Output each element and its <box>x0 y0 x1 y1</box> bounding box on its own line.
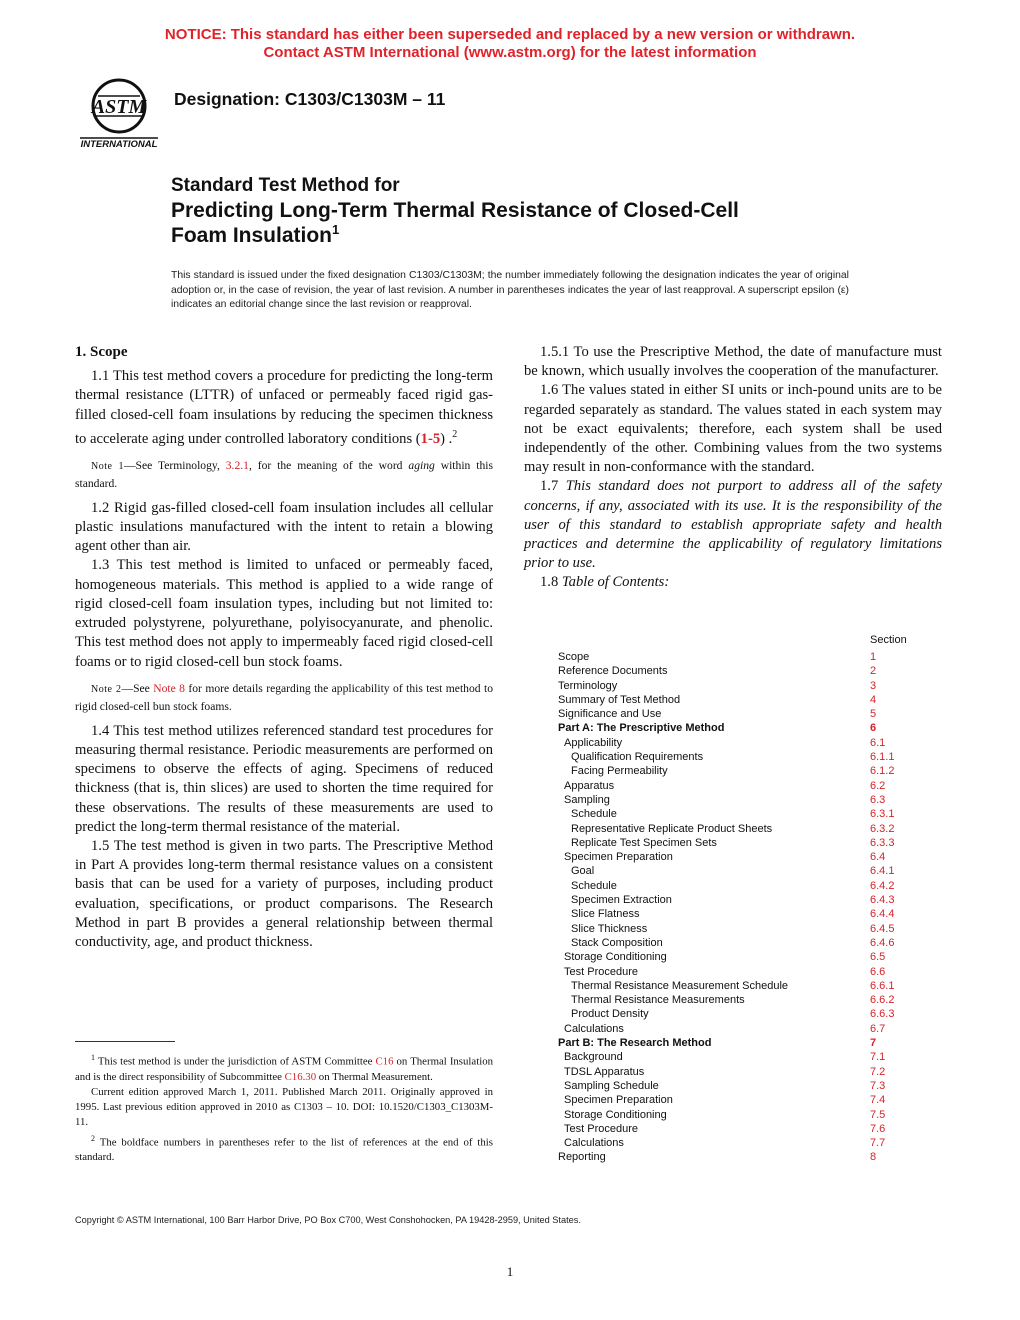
toc-item[interactable] <box>558 650 898 664</box>
left-column <box>75 343 493 952</box>
note-8-link[interactable]: Note 8 <box>153 681 185 695</box>
toc-item-section-link[interactable]: 6.4.4 <box>870 908 895 921</box>
subcommittee-link[interactable]: C16.30 <box>284 1070 317 1083</box>
para-1-3: 1.3 This test method is limited to unfaced or permeably faced, homogeneous materials. This method is applied to a wide range of rigid closed-cell foam insulation types, including but not limited to: extruded polystyrene, polyurethane, polyisocyanurate, and phenolic. This test method does not apply to impermeably faced rigid closed-cell foams or to rigid closed-cell bun stock foams. <box>75 557 493 670</box>
toc-item-label: Representative Replicate Product Sheets <box>571 822 773 835</box>
toc-item-section-link[interactable]: 6.3.1 <box>870 808 895 821</box>
toc-item-label: Reporting <box>558 1151 606 1164</box>
toc-item-label: Background <box>564 1051 623 1064</box>
toc-item-section-link[interactable]: 7 <box>870 1037 877 1050</box>
toc-item-label: Slice Thickness <box>571 922 648 935</box>
toc-item-label: Significance and Use <box>558 708 662 721</box>
toc-item[interactable] <box>558 1007 898 1021</box>
committee-c16-link[interactable]: C16 <box>375 1055 394 1068</box>
toc-item[interactable] <box>558 922 898 936</box>
withdrawal-notice <box>0 26 1020 62</box>
toc-item-label: Applicability <box>564 736 623 749</box>
toc-item-section-link[interactable]: 6.6.3 <box>870 1008 895 1021</box>
astm-logo <box>74 76 164 150</box>
toc-item-section-link[interactable]: 6.4.5 <box>870 922 895 935</box>
toc-item-section-link[interactable]: 6.4.1 <box>870 865 895 878</box>
toc-item-section-link[interactable]: 8 <box>870 1151 877 1164</box>
toc-item-label: Test Procedure <box>564 965 638 978</box>
toc-item[interactable] <box>558 721 898 735</box>
toc-item-label: Specimen Preparation <box>564 851 673 864</box>
para-1-6: 1.6 The values stated in either SI units or inch-pound units are to be regarded separately as standard. The values stated in each system may not be exact equivalents; therefore, each system shall be used independently of the other. Combining values from the two systems may result in non-conformance with the standard. <box>524 382 942 476</box>
toc-item[interactable] <box>558 1036 898 1050</box>
toc-item[interactable] <box>558 664 898 678</box>
toc-item-section-link[interactable]: 6.2 <box>870 779 886 792</box>
toc-item-section-link[interactable]: 6.6.2 <box>870 994 895 1007</box>
toc-item-section-link[interactable]: 6.4 <box>870 851 886 864</box>
toc-item[interactable] <box>558 750 898 764</box>
table-of-contents <box>558 650 898 1165</box>
para-1-1: 1.1 This test method covers a procedure for predicting the long-term thermal resistance (LTTR) of unfaced or permeably faced rigid gas-filled closed-cell foam insulations by reducing the specimen thickness to accelerate aging under controlled laboratory conditions (1-5) .$^2$ <box>75 368 493 447</box>
toc-item[interactable] <box>558 1108 898 1122</box>
toc-item-section-link[interactable]: 6.4.3 <box>870 894 895 907</box>
toc-item-section-link[interactable]: 6.4.6 <box>870 936 895 949</box>
toc-item-section-link[interactable]: 6.5 <box>870 951 886 964</box>
toc-item[interactable] <box>558 907 898 921</box>
toc-item-section-link[interactable]: 6.1.1 <box>870 751 895 764</box>
toc-item-section-link[interactable]: 6.4.2 <box>870 879 895 892</box>
title-footnote-ref[interactable]: 1 <box>332 222 340 237</box>
toc-item-section-link[interactable]: 3 <box>870 679 877 692</box>
toc-item-label: Apparatus <box>564 779 615 792</box>
page-number: 1 <box>506 1264 514 1279</box>
toc-item-label: TDSL Apparatus <box>564 1065 645 1078</box>
toc-item-label: Specimen Preparation <box>564 1094 673 1107</box>
footnote-2: $^2$ The boldface numbers in parentheses refer to the list of references at the end of this standard. <box>75 1133 493 1164</box>
title-line-1: Standard Test Method for <box>171 175 400 196</box>
toc-item[interactable] <box>558 979 898 993</box>
toc-item[interactable] <box>558 779 898 793</box>
para-1-4: 1.4 This test method utilizes referenced standard test procedures for measuring thermal resistance. Periodic measurements are performed on specimens to observe the effects of aging. Specimens of reduced thickness (that is, thin slices) are used to shorten the time required for these observations. The results of these measurements are used to predict the long-term thermal resistance of the material. <box>75 722 493 835</box>
toc-item[interactable] <box>558 864 898 878</box>
issued-statement: This standard is issued under the fixed designation C1303/C1303M; the number immediately following the designation indicates the year of original adoption or, in the case of revision, the year of last revision. A number in parentheses indicates the year of last reapproval. A superscript epsilon (ε) indicates an editorial change since the last revision or reapproval. <box>171 270 849 311</box>
terminology-link[interactable]: 3.2.1 <box>225 458 249 472</box>
toc-section-header: Section <box>870 634 907 646</box>
note-2: Note 2—See Note 8 for more details regarding the applicability of this test method to rigid closed-cell bun stock foams. <box>75 681 493 713</box>
toc-item-label: Facing Permeability <box>571 765 668 778</box>
para-1-8: 1.8 Table of Contents: <box>540 574 670 591</box>
toc-item-section-link[interactable]: 6.3.3 <box>870 836 895 849</box>
para-1-5: 1.5 The test method is given in two parts. The Prescriptive Method in Part A provides long-term thermal resistance values on a consistent basis that can be used for a variety of purposes, including product evaluation, specifications, or product comparisons. The Research Method in part B provides a general relationship between thermal conductivity, age, and product thickness. <box>75 837 493 950</box>
toc-item-section-link[interactable]: 7.7 <box>870 1137 886 1150</box>
toc-item[interactable] <box>558 693 898 707</box>
toc-item[interactable] <box>558 1136 898 1150</box>
toc-item-section-link[interactable]: 7.3 <box>870 1079 886 1092</box>
toc-item-section-link[interactable]: 5 <box>870 708 877 721</box>
toc-item-label: Part B: The Research Method <box>558 1037 712 1050</box>
toc-item[interactable] <box>558 822 898 836</box>
toc-item-label: Storage Conditioning <box>564 1108 667 1121</box>
toc-item-label: Calculations <box>564 1022 624 1035</box>
toc-item-section-link[interactable]: 6 <box>870 722 877 735</box>
toc-item-label: Sampling Schedule <box>564 1079 659 1092</box>
toc-item-label: Qualification Requirements <box>571 751 704 764</box>
notice-line-2: Contact ASTM International (www.astm.org) for the latest information <box>263 44 757 61</box>
note-1: Note 1—See Terminology, 3.2.1, for the meaning of the word aging within this standard. <box>75 458 493 490</box>
toc-item[interactable] <box>558 850 898 864</box>
para-1-2: 1.2 Rigid gas-filled closed-cell foam insulation includes all cellular plastic insulations manufactured with the intent to retain a blowing agent other than air. <box>75 499 493 555</box>
toc-item[interactable] <box>558 893 898 907</box>
toc-item[interactable] <box>558 965 898 979</box>
toc-item-section-link[interactable]: 6.1 <box>870 736 886 749</box>
toc-item-label: Schedule <box>571 808 617 821</box>
toc-item-section-link[interactable]: 2 <box>870 665 877 678</box>
notice-line-1: NOTICE: This standard has either been superseded and replaced by a new version or withdrawn. <box>164 26 856 43</box>
toc-item-label: Sampling <box>564 793 610 806</box>
toc-item-section-link[interactable]: 6.7 <box>870 1022 886 1035</box>
copyright-line: Copyright © ASTM International, 100 Barr Harbor Drive, PO Box C700, West Conshohocken, PA 19428-2959, United States. <box>75 1215 581 1225</box>
toc-item-label: Terminology <box>558 679 618 692</box>
astm-logo-icon <box>74 76 164 150</box>
footnotes <box>75 1050 493 1166</box>
para-1-7: 1.7 This standard does not purport to address all of the safety concerns, if any, associated with its use. It is the responsibility of the user of this standard to establish appropriate safety and health practices and determine the applicability of regulatory limitations prior to use. <box>524 478 942 572</box>
toc-item-label: Calculations <box>564 1137 624 1150</box>
toc-item[interactable] <box>558 936 898 950</box>
toc-item-label: Schedule <box>571 879 617 892</box>
toc-item-label: Test Procedure <box>564 1122 638 1135</box>
toc-item-label: Summary of Test Method <box>558 693 681 706</box>
toc-item[interactable] <box>558 736 898 750</box>
title-line-2: Predicting Long-Term Thermal Resistance of Closed-Cell <box>171 199 739 222</box>
toc-item[interactable] <box>558 679 898 693</box>
toc-item-section-link[interactable]: 7.5 <box>870 1108 886 1121</box>
designation: Designation: C1303/C1303M – 11 <box>174 89 446 109</box>
toc-item-section-link[interactable]: 6.1.2 <box>870 765 895 778</box>
toc-item[interactable] <box>558 1150 898 1164</box>
toc-item[interactable] <box>558 1022 898 1036</box>
toc-item[interactable] <box>558 1079 898 1093</box>
toc-item[interactable] <box>558 1122 898 1136</box>
toc-item[interactable] <box>558 1093 898 1107</box>
section-heading-scope: 1. Scope <box>75 344 128 360</box>
toc-item-label: Storage Conditioning <box>564 951 667 964</box>
toc-item-label: Thermal Resistance Measurement Schedule <box>571 979 789 992</box>
toc-item[interactable] <box>558 764 898 778</box>
reference-link[interactable]: 1-5 <box>420 430 441 447</box>
toc-item-label: Specimen Extraction <box>571 894 672 907</box>
toc-item[interactable] <box>558 793 898 807</box>
toc-item-label: Replicate Test Specimen Sets <box>571 836 717 849</box>
toc-item-section-link[interactable]: 6.3.2 <box>870 822 895 835</box>
title-line-3: Foam Insulation$^1$ <box>171 222 340 247</box>
toc-item-section-link[interactable]: 7.1 <box>870 1051 886 1064</box>
para-1-5-1: 1.5.1 To use the Prescriptive Method, the date of manufacture must be known, which usually involves the cooperation of the manufacturer. <box>524 344 942 380</box>
footnote-1-edition: Current edition approved March 1, 2011. Published March 2011. Originally approved in 1995. Last previous edition approved in 2010 as C1303 – 10. DOI: 10.1520/C1303_C1303M-11. <box>75 1086 493 1129</box>
toc-item[interactable] <box>558 1050 898 1064</box>
footnote-divider <box>75 1041 175 1042</box>
toc-item[interactable] <box>558 707 898 721</box>
right-column <box>524 343 942 593</box>
toc-item-section-link[interactable]: 7.6 <box>870 1122 886 1135</box>
footnote-1: $^1$ This test method is under the jurisdiction of ASTM Committee C16 on Thermal Insulation and is the direct responsibility of Subcommittee C16.30 on Thermal Measurement. <box>75 1053 493 1083</box>
toc-item-section-link[interactable]: 7.4 <box>870 1094 886 1107</box>
toc-item-label: Reference Documents <box>558 665 668 678</box>
toc-item-section-link[interactable]: 1 <box>870 651 877 663</box>
toc-item-section-link[interactable]: 6.3 <box>870 793 886 806</box>
toc-item-section-link[interactable]: 4 <box>870 693 877 706</box>
toc-item-label: Thermal Resistance Measurements <box>571 994 745 1007</box>
toc-item[interactable] <box>558 1065 898 1079</box>
toc-item[interactable] <box>558 879 898 893</box>
toc-item[interactable] <box>558 993 898 1007</box>
toc-item[interactable] <box>558 950 898 964</box>
toc-item-label: Product Density <box>571 1008 649 1021</box>
toc-item-section-link[interactable]: 6.6 <box>870 965 886 978</box>
toc-item[interactable] <box>558 836 898 850</box>
document-title <box>171 174 891 248</box>
toc-item-label: Goal <box>571 865 595 878</box>
footnote-ref-2[interactable]: 2 <box>452 428 458 440</box>
logo-label: INTERNATIONAL <box>80 139 158 150</box>
toc-item-label: Slice Flatness <box>571 908 640 921</box>
toc-item[interactable] <box>558 807 898 821</box>
toc-item-section-link[interactable]: 7.2 <box>870 1065 886 1078</box>
toc-item-label: Part A: The Prescriptive Method <box>558 722 725 735</box>
toc-item-label: Scope <box>558 651 590 663</box>
toc-item-section-link[interactable]: 6.6.1 <box>870 979 895 992</box>
toc-item-label: Stack Composition <box>571 936 663 949</box>
logo-letters: ASTM <box>91 96 147 118</box>
